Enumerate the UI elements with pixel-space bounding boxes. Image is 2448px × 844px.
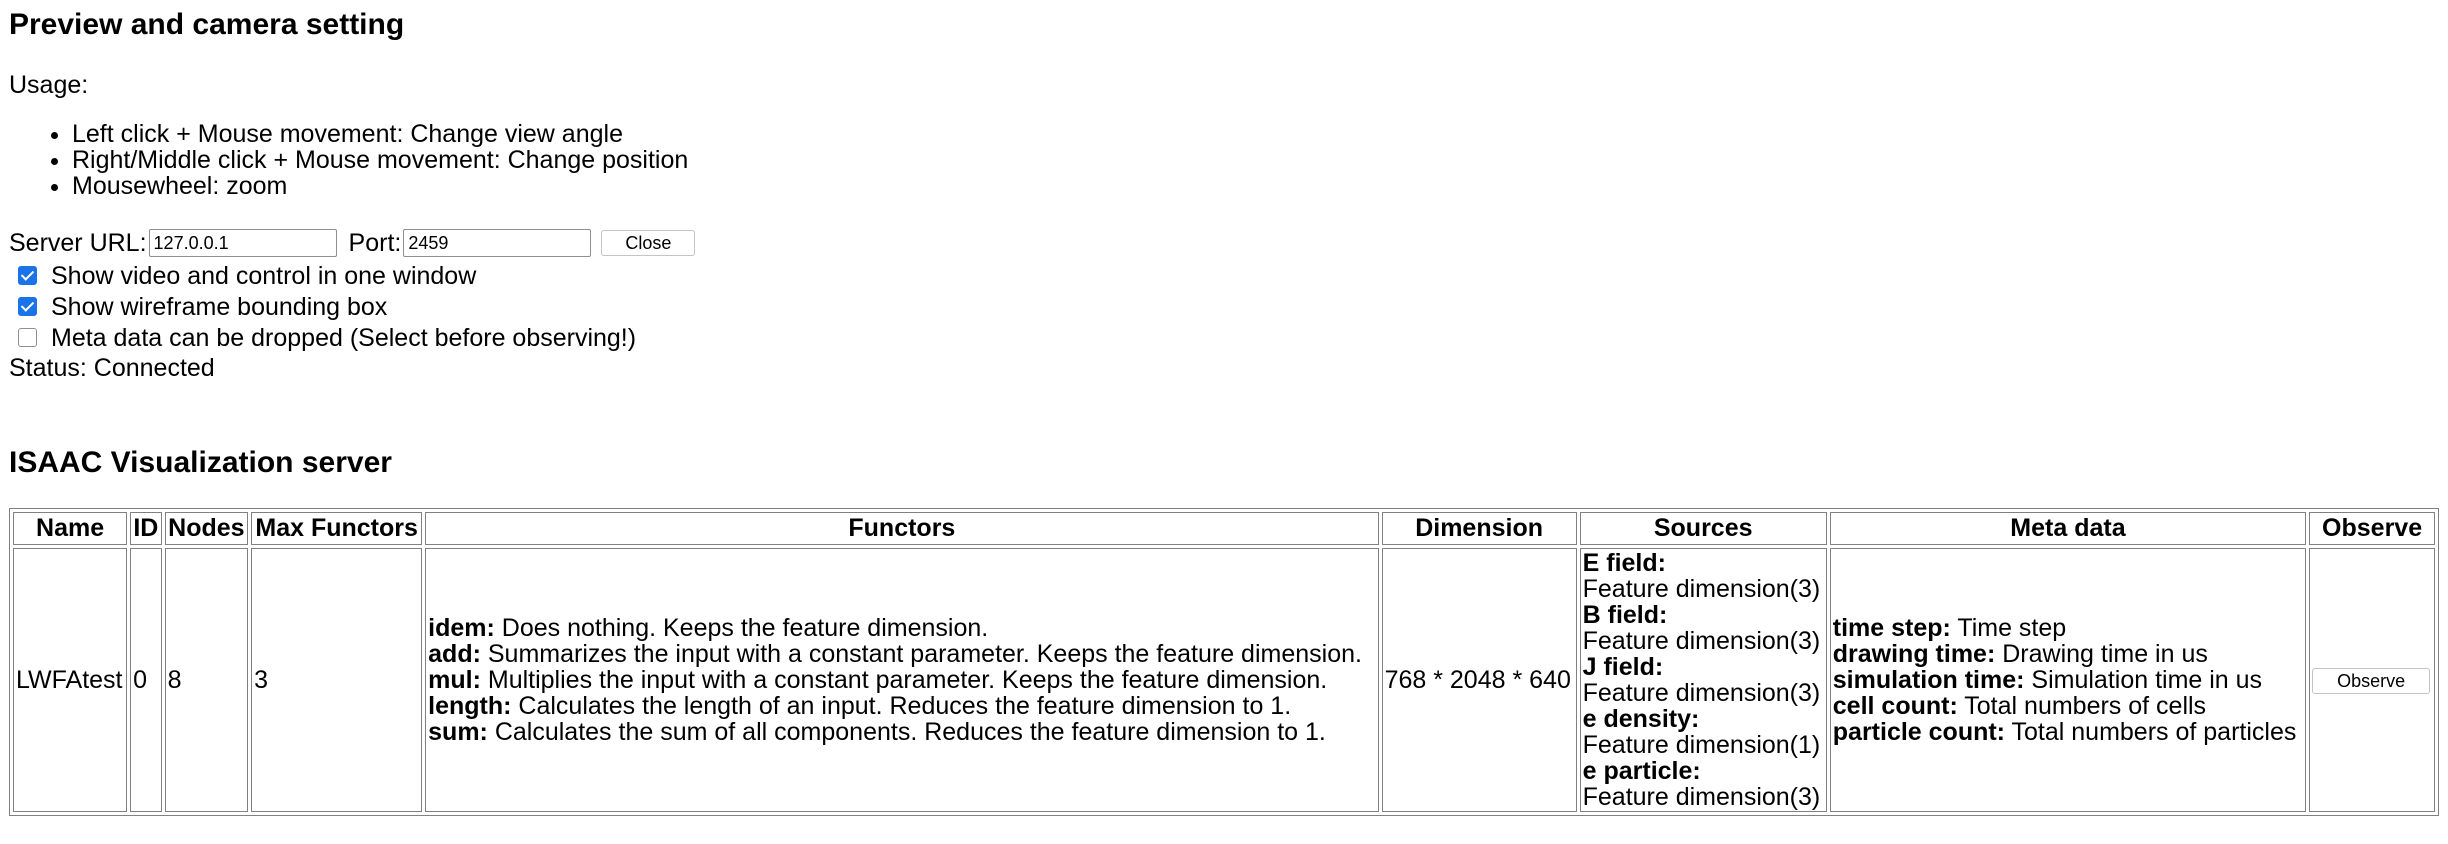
col-nodes: Nodes <box>165 512 249 545</box>
functor-name: add: <box>428 640 481 668</box>
source-name: e particle: <box>1582 757 1701 785</box>
col-sources: Sources <box>1580 512 1827 545</box>
cell-name: LWFAtest <box>13 548 127 812</box>
cell-nodes: 8 <box>165 548 249 812</box>
video-control-checkbox[interactable] <box>18 266 37 285</box>
source-desc: Feature dimension(3) <box>1582 679 1821 707</box>
functor-desc: Calculates the length of an input. Reduces the feature dimension to 1. <box>518 692 1292 720</box>
cell-sources <box>1580 548 1827 812</box>
meta-line <box>1833 693 2303 719</box>
source-desc: Feature dimension(3) <box>1582 783 1821 811</box>
meta-line <box>1833 719 2303 745</box>
checkbox-meta-drop-row[interactable] <box>9 322 2439 353</box>
close-button[interactable]: Close <box>601 230 695 256</box>
col-id: ID <box>130 512 161 545</box>
meta-name: particle count: <box>1832 718 2006 746</box>
functor-line <box>428 693 1375 719</box>
source-name: B field: <box>1582 601 1668 629</box>
meta-desc: Total numbers of cells <box>1964 692 2207 720</box>
col-meta-data: Meta data <box>1830 512 2306 545</box>
checkbox-wireframe-row[interactable] <box>9 291 2439 322</box>
col-observe: Observe <box>2309 512 2435 545</box>
functor-line <box>428 667 1375 693</box>
col-dimension: Dimension <box>1382 512 1577 545</box>
usage-item-view-angle: • Left click + Mouse movement: Change view angle <box>72 121 2439 147</box>
cell-max-functors: 3 <box>251 548 422 812</box>
page <box>9 0 2439 481</box>
checkbox-video-control-row[interactable] <box>9 260 2439 291</box>
functor-desc: Does nothing. Keeps the feature dimension. <box>501 614 989 642</box>
meta-desc: Total numbers of particles <box>2011 718 2297 746</box>
col-max-functors: Max Functors <box>251 512 422 545</box>
functor-name: length: <box>428 692 512 720</box>
meta-line <box>1833 615 2303 641</box>
source-desc: Feature dimension(3) <box>1582 627 1821 655</box>
source-name: E field: <box>1582 549 1666 577</box>
status-value: Connected <box>93 354 215 382</box>
functor-desc: Multiplies the input with a constant parameter. Keeps the feature dimension. <box>487 666 1328 694</box>
functor-line <box>428 641 1375 667</box>
usage-item-zoom: • Mousewheel: zoom <box>72 173 2439 199</box>
observe-button[interactable]: Observe <box>2312 668 2430 694</box>
cell-meta-data <box>1830 548 2306 812</box>
meta-desc: Drawing time in us <box>2002 640 2208 668</box>
status-line <box>9 353 2439 383</box>
functor-desc: Summarizes the input with a constant parameter. Keeps the feature dimension. <box>487 640 1362 668</box>
port-label: Port: <box>348 229 402 257</box>
col-functors: Functors <box>425 512 1378 545</box>
status-label: Status: <box>9 354 87 382</box>
cell-functors <box>425 548 1378 812</box>
meta-desc: Time step <box>1957 614 2067 642</box>
source-name: e density: <box>1582 705 1700 733</box>
table-row <box>13 548 2435 812</box>
functor-line <box>428 615 1375 641</box>
server-url-label: Server URL: <box>9 229 147 257</box>
meta-name: time step: <box>1832 614 1951 642</box>
functor-name: sum: <box>428 718 488 746</box>
source-desc: Feature dimension(1) <box>1582 731 1821 759</box>
wireframe-checkbox[interactable] <box>18 297 37 316</box>
meta-line <box>1833 641 2303 667</box>
functor-name: mul: <box>428 666 481 694</box>
functor-name: idem: <box>428 614 495 642</box>
video-control-label: Show video and control in one window <box>51 261 477 290</box>
meta-drop-label: Meta data can be dropped (Select before observing!) <box>51 323 637 352</box>
cell-id: 0 <box>130 548 161 812</box>
cell-observe <box>2309 548 2435 812</box>
preview-heading: Preview and camera setting <box>9 8 405 41</box>
meta-name: cell count: <box>1832 692 1958 720</box>
meta-desc: Simulation time in us <box>2031 666 2263 694</box>
col-name: Name <box>13 512 127 545</box>
usage-label: Usage: <box>9 71 89 99</box>
usage-list <box>9 121 2439 199</box>
functor-desc: Calculates the sum of all components. Reduces the feature dimension to 1. <box>494 718 1326 746</box>
cell-dimension: 768 * 2048 * 640 <box>1382 548 1577 812</box>
meta-drop-checkbox[interactable] <box>18 328 37 347</box>
table-header-row <box>13 512 2435 545</box>
source-desc: Feature dimension(3) <box>1582 575 1821 603</box>
meta-line <box>1833 667 2303 693</box>
wireframe-label: Show wireframe bounding box <box>51 292 388 321</box>
server-url-input[interactable] <box>149 229 337 257</box>
source-name: J field: <box>1582 653 1664 681</box>
usage-item-position: • Right/Middle click + Mouse movement: Change position <box>72 147 2439 173</box>
server-settings-row <box>9 226 2439 260</box>
meta-name: drawing time: <box>1832 640 1996 668</box>
server-table <box>9 508 2439 816</box>
functor-line <box>428 719 1375 745</box>
port-input[interactable] <box>403 229 591 257</box>
isaac-heading: ISAAC Visualization server <box>9 446 392 479</box>
meta-name: simulation time: <box>1832 666 2025 694</box>
